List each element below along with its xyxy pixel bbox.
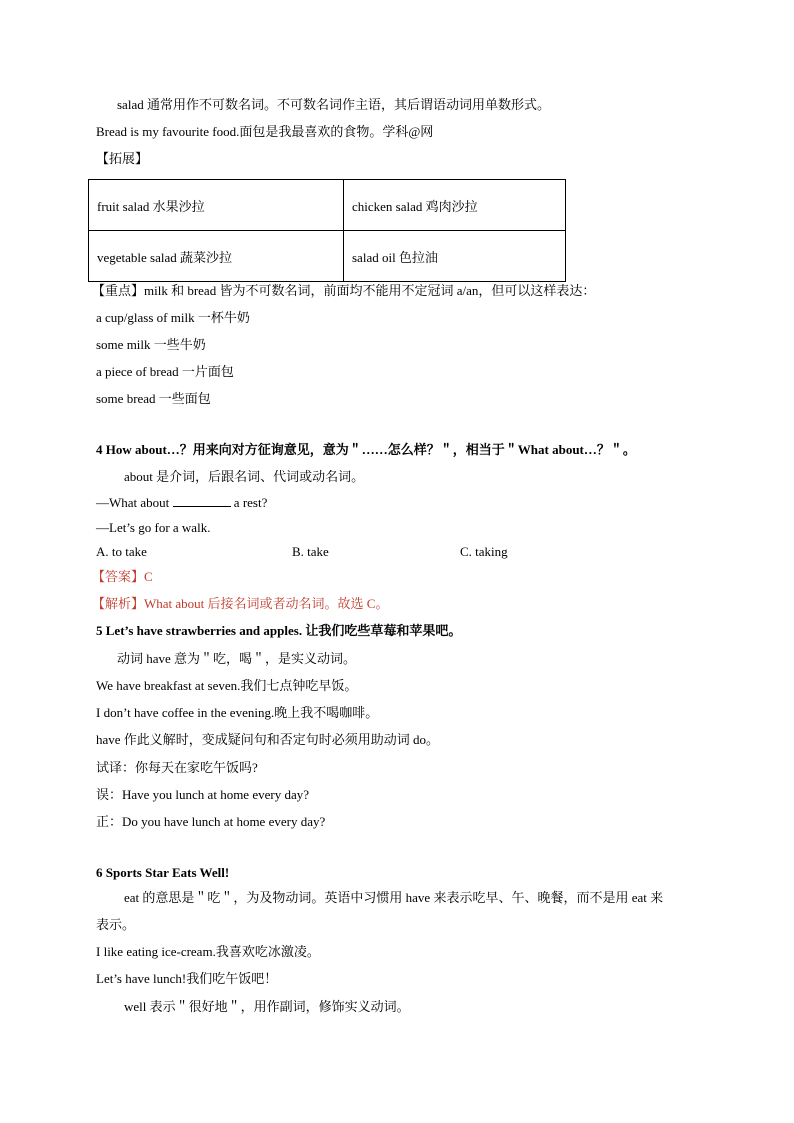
section-6-line: Let’s have lunch!我们吃午饭吧！: [96, 971, 278, 986]
table-row: [89, 180, 566, 231]
answer-blank: [173, 494, 231, 507]
section-6-line: 表示。: [96, 917, 136, 932]
about-note: about 是介词，后跟名词、代词或动名词。: [124, 469, 365, 484]
keypoint-note: 【重点】milk 和 bread 皆为不可数名词，前面均不能用不定冠词 a/an，但可以这样表达：: [92, 283, 596, 298]
phrase-item: a cup/glass of milk 一杯牛奶: [96, 310, 250, 325]
section-5-line: have 作此义解时，变成疑问句和否定句时必须用助动词 do。: [96, 732, 440, 747]
table-row: [89, 231, 566, 282]
phrase-item: some milk 一些牛奶: [96, 337, 206, 352]
analysis-line: 【解析】What about 后接名词或者动名词。故选 C。: [92, 596, 389, 611]
phrase-item: a piece of bread 一片面包: [96, 364, 234, 379]
section-5-line: I don’t have coffee in the evening.晚上我不喝咖啡。: [96, 705, 379, 720]
section-5-line: 试译：你每天在家吃午饭吗?: [96, 760, 258, 775]
section-5-line: We have breakfast at seven.我们七点钟吃早饭。: [96, 678, 358, 693]
salad-note: salad 通常用作不可数名词。不可数名词作主语，其后谓语动词用单数形式。: [117, 97, 550, 112]
phrase-item: some bread 一些面包: [96, 391, 211, 406]
expand-label: 【拓展】: [96, 151, 149, 166]
question-text: a rest?: [230, 495, 268, 510]
answer-line: 【答案】C: [92, 569, 153, 584]
option-b: B. take: [292, 544, 329, 559]
option-c: C. taking: [460, 544, 508, 559]
question-text: —What about: [96, 495, 173, 510]
section-6-heading: 6 Sports Star Eats Well!: [96, 865, 230, 880]
bread-example: Bread is my favourite food.面包是我最喜欢的食物。学科@网: [96, 124, 434, 139]
table-cell: fruit salad 水果沙拉: [89, 180, 344, 231]
section-6-line: eat 的意思是＂吃＂，为及物动词。英语中习惯用 have 来表示吃早、午、晚餐，而不是用 eat 来: [124, 890, 664, 905]
question-line: [96, 494, 267, 512]
table-cell: chicken salad 鸡肉沙拉: [344, 180, 566, 231]
section-6-line: well 表示＂很好地＂，用作副词，修饰实义动词。: [124, 999, 410, 1014]
section-5-line: 正：Do you have lunch at home every day?: [96, 814, 326, 829]
section-5-heading: 5 Let’s have strawberries and apples. 让我们吃些草莓和苹果吧。: [96, 623, 462, 638]
table-cell: vegetable salad 蔬菜沙拉: [89, 231, 344, 282]
expand-table: [88, 179, 566, 282]
option-a: A. to take: [96, 544, 147, 559]
section-5-line: 误：Have you lunch at home every day?: [96, 787, 309, 802]
question-reply: —Let’s go for a walk.: [96, 520, 211, 535]
section-5-line: 动词 have 意为＂吃，喝＂，是实义动词。: [117, 651, 357, 666]
table-cell: salad oil 色拉油: [344, 231, 566, 282]
section-4-heading: 4 How about…？用来向对方征询意见，意为＂……怎么样？＂，相当于＂What about…？＂。: [96, 442, 636, 457]
section-6-line: I like eating ice-cream.我喜欢吃冰激凌。: [96, 944, 320, 959]
